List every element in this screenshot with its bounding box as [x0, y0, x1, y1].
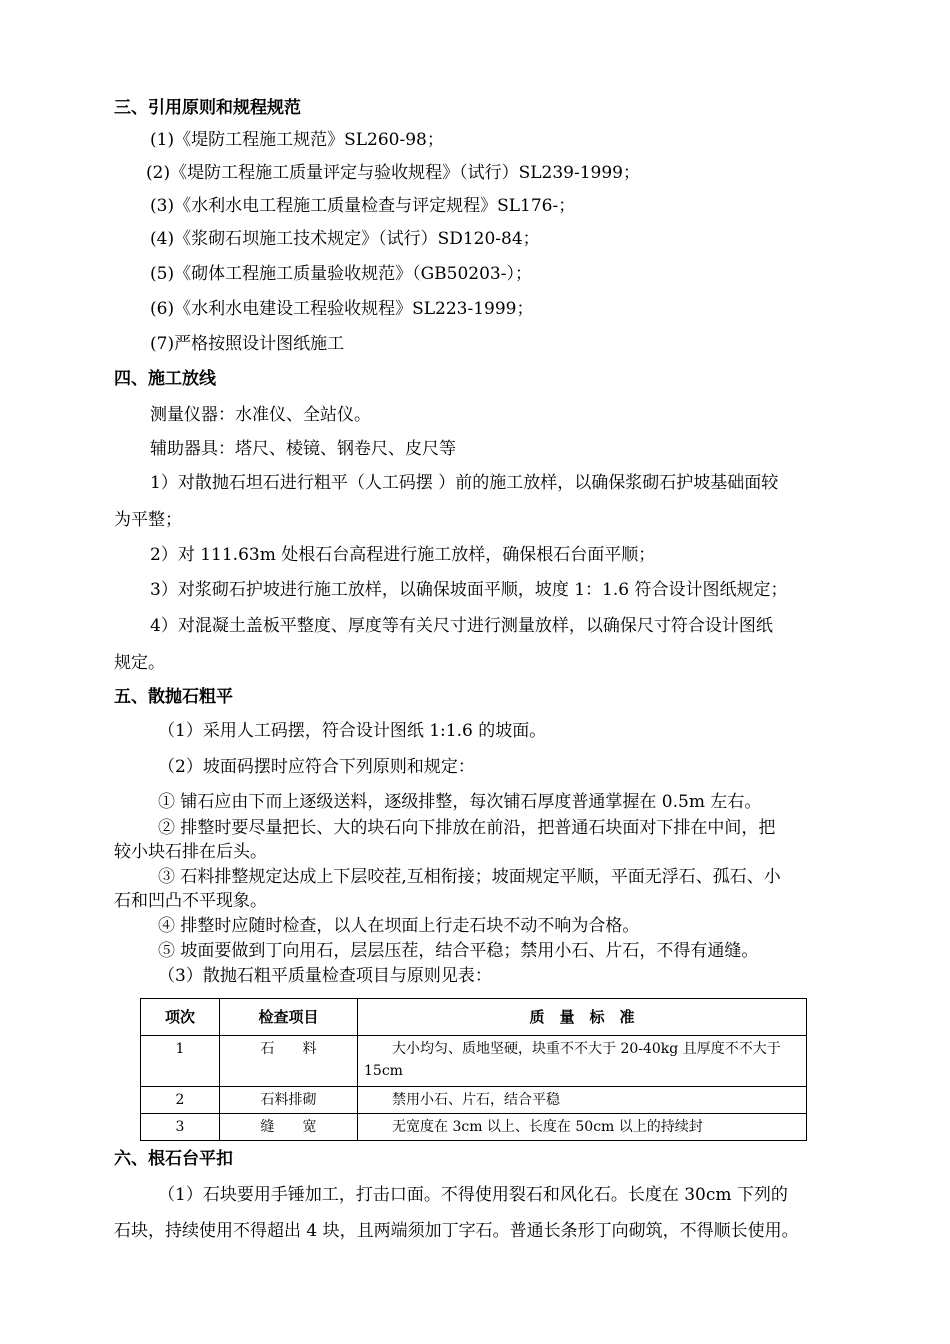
- row-item: 石 料: [220, 1036, 358, 1087]
- rule-3: ③ 石料排整规定达成上下层咬茬,互相衔接；坡面规定平顺，平面无浮石、孤石、小: [158, 867, 781, 887]
- table-row: [141, 1114, 807, 1141]
- rule-3-cont: 石和凹凸不平现象。: [114, 891, 267, 911]
- measuring-instruments: 测量仪器：水准仪、全站仪。: [150, 405, 371, 425]
- layout-step-4-cont: 规定。: [114, 653, 165, 673]
- layout-step-1: 1）对散抛石坦石进行粗平（人工码摆 ）前的施工放样，以确保浆砌石护坡基础面较: [150, 473, 779, 493]
- table-row: [141, 1036, 807, 1087]
- layout-step-3: 3）对浆砌石护坡进行施工放样，以确保坡面平顺，坡度 1：1.6 符合设计图纸规定；: [150, 580, 788, 600]
- row-standard: 禁用小石、片石，结合平稳: [358, 1087, 807, 1114]
- rule-2-cont: 较小块石排在后头。: [114, 842, 267, 862]
- reference-item-4: (4)《浆砌石坝施工技术规定》（试行）SD120-84；: [150, 229, 540, 249]
- header-item-no: 项次: [141, 999, 220, 1036]
- rough-leveling-item-1: （1）采用人工码摆，符合设计图纸 1:1.6 的坡面。: [158, 721, 547, 741]
- section-6-title: 六、根石台平扣: [114, 1149, 233, 1169]
- row-item: 石料排砌: [220, 1087, 358, 1114]
- row-standard: 无宽度在 3cm 以上、长度在 50cm 以上的持续封: [358, 1114, 807, 1141]
- header-check-item: 检查项目: [220, 999, 358, 1036]
- row-standard: 大小均匀、质地坚硬，块重不不大于 20-40kg 且厚度不不大于 15cm: [358, 1036, 807, 1087]
- rule-1: ① 铺石应由下而上逐级送料，逐级排整，每次铺石厚度普通掌握在 0.5m 左右。: [158, 792, 762, 812]
- rough-leveling-item-3: （3）散抛石粗平质量检查项目与原则见表：: [158, 966, 492, 986]
- layout-step-2: 2）对 111.63m 处根石台高程进行施工放样，确保根石台面平顺；: [150, 545, 656, 565]
- table-header-row: [141, 999, 807, 1036]
- row-item: 缝 宽: [220, 1114, 358, 1141]
- section-3-title: 三、引用原则和规程规范: [114, 98, 301, 118]
- reference-item-3: (3)《水利水电工程施工质量检查与评定规程》SL176-；: [150, 196, 576, 216]
- row-no: 3: [141, 1114, 220, 1141]
- reference-item-6: (6)《水利水电建设工程验收规程》SL223-1999；: [150, 299, 534, 319]
- header-quality-standard: 质 量 标 准: [358, 999, 807, 1036]
- rule-4: ④ 排整时应随时检查，以人在坝面上行走石块不动不响为合格。: [158, 916, 640, 936]
- row-no: 1: [141, 1036, 220, 1087]
- section-5-title: 五、散抛石粗平: [114, 687, 233, 707]
- stone-platform-item-1-cont: 石块，持续使用不得超出 4 块，且两端须加丁字石。普通长条形丁向砌筑，不得顺长使用。: [114, 1221, 799, 1241]
- table-row: [141, 1087, 807, 1114]
- reference-item-5: (5)《砌体工程施工质量验收规范》（GB50203-）；: [150, 264, 532, 284]
- reference-item-1: (1)《堤防工程施工规范》SL260-98；: [150, 130, 444, 150]
- reference-item-2: (2)《堤防工程施工质量评定与验收规程》（试行）SL239-1999；: [146, 163, 640, 183]
- quality-standards-table: [140, 998, 807, 1141]
- row-no: 2: [141, 1087, 220, 1114]
- section-4-title: 四、施工放线: [114, 369, 216, 389]
- rule-2: ② 排整时要尽量把长、大的块石向下排放在前沿，把普通石块面对下排在中间，把: [158, 818, 776, 838]
- stone-platform-item-1: （1）石块要用手锤加工，打击口面。不得使用裂石和风化石。长度在 30cm 下列的: [158, 1185, 788, 1205]
- layout-step-4: 4）对混凝土盖板平整度、厚度等有关尺寸进行测量放样，以确保尺寸符合设计图纸: [150, 616, 773, 636]
- rule-5: ⑤ 坡面要做到丁向用石，层层压茬，结合平稳；禁用小石、片石，不得有通缝。: [158, 941, 759, 961]
- rough-leveling-item-2: （2）坡面码摆时应符合下列原则和规定：: [158, 757, 475, 777]
- auxiliary-tools: 辅助器具：塔尺、棱镜、钢卷尺、皮尺等: [150, 439, 456, 459]
- layout-step-1-cont: 为平整；: [114, 510, 182, 530]
- reference-item-7: (7)严格按照设计图纸施工: [150, 334, 345, 354]
